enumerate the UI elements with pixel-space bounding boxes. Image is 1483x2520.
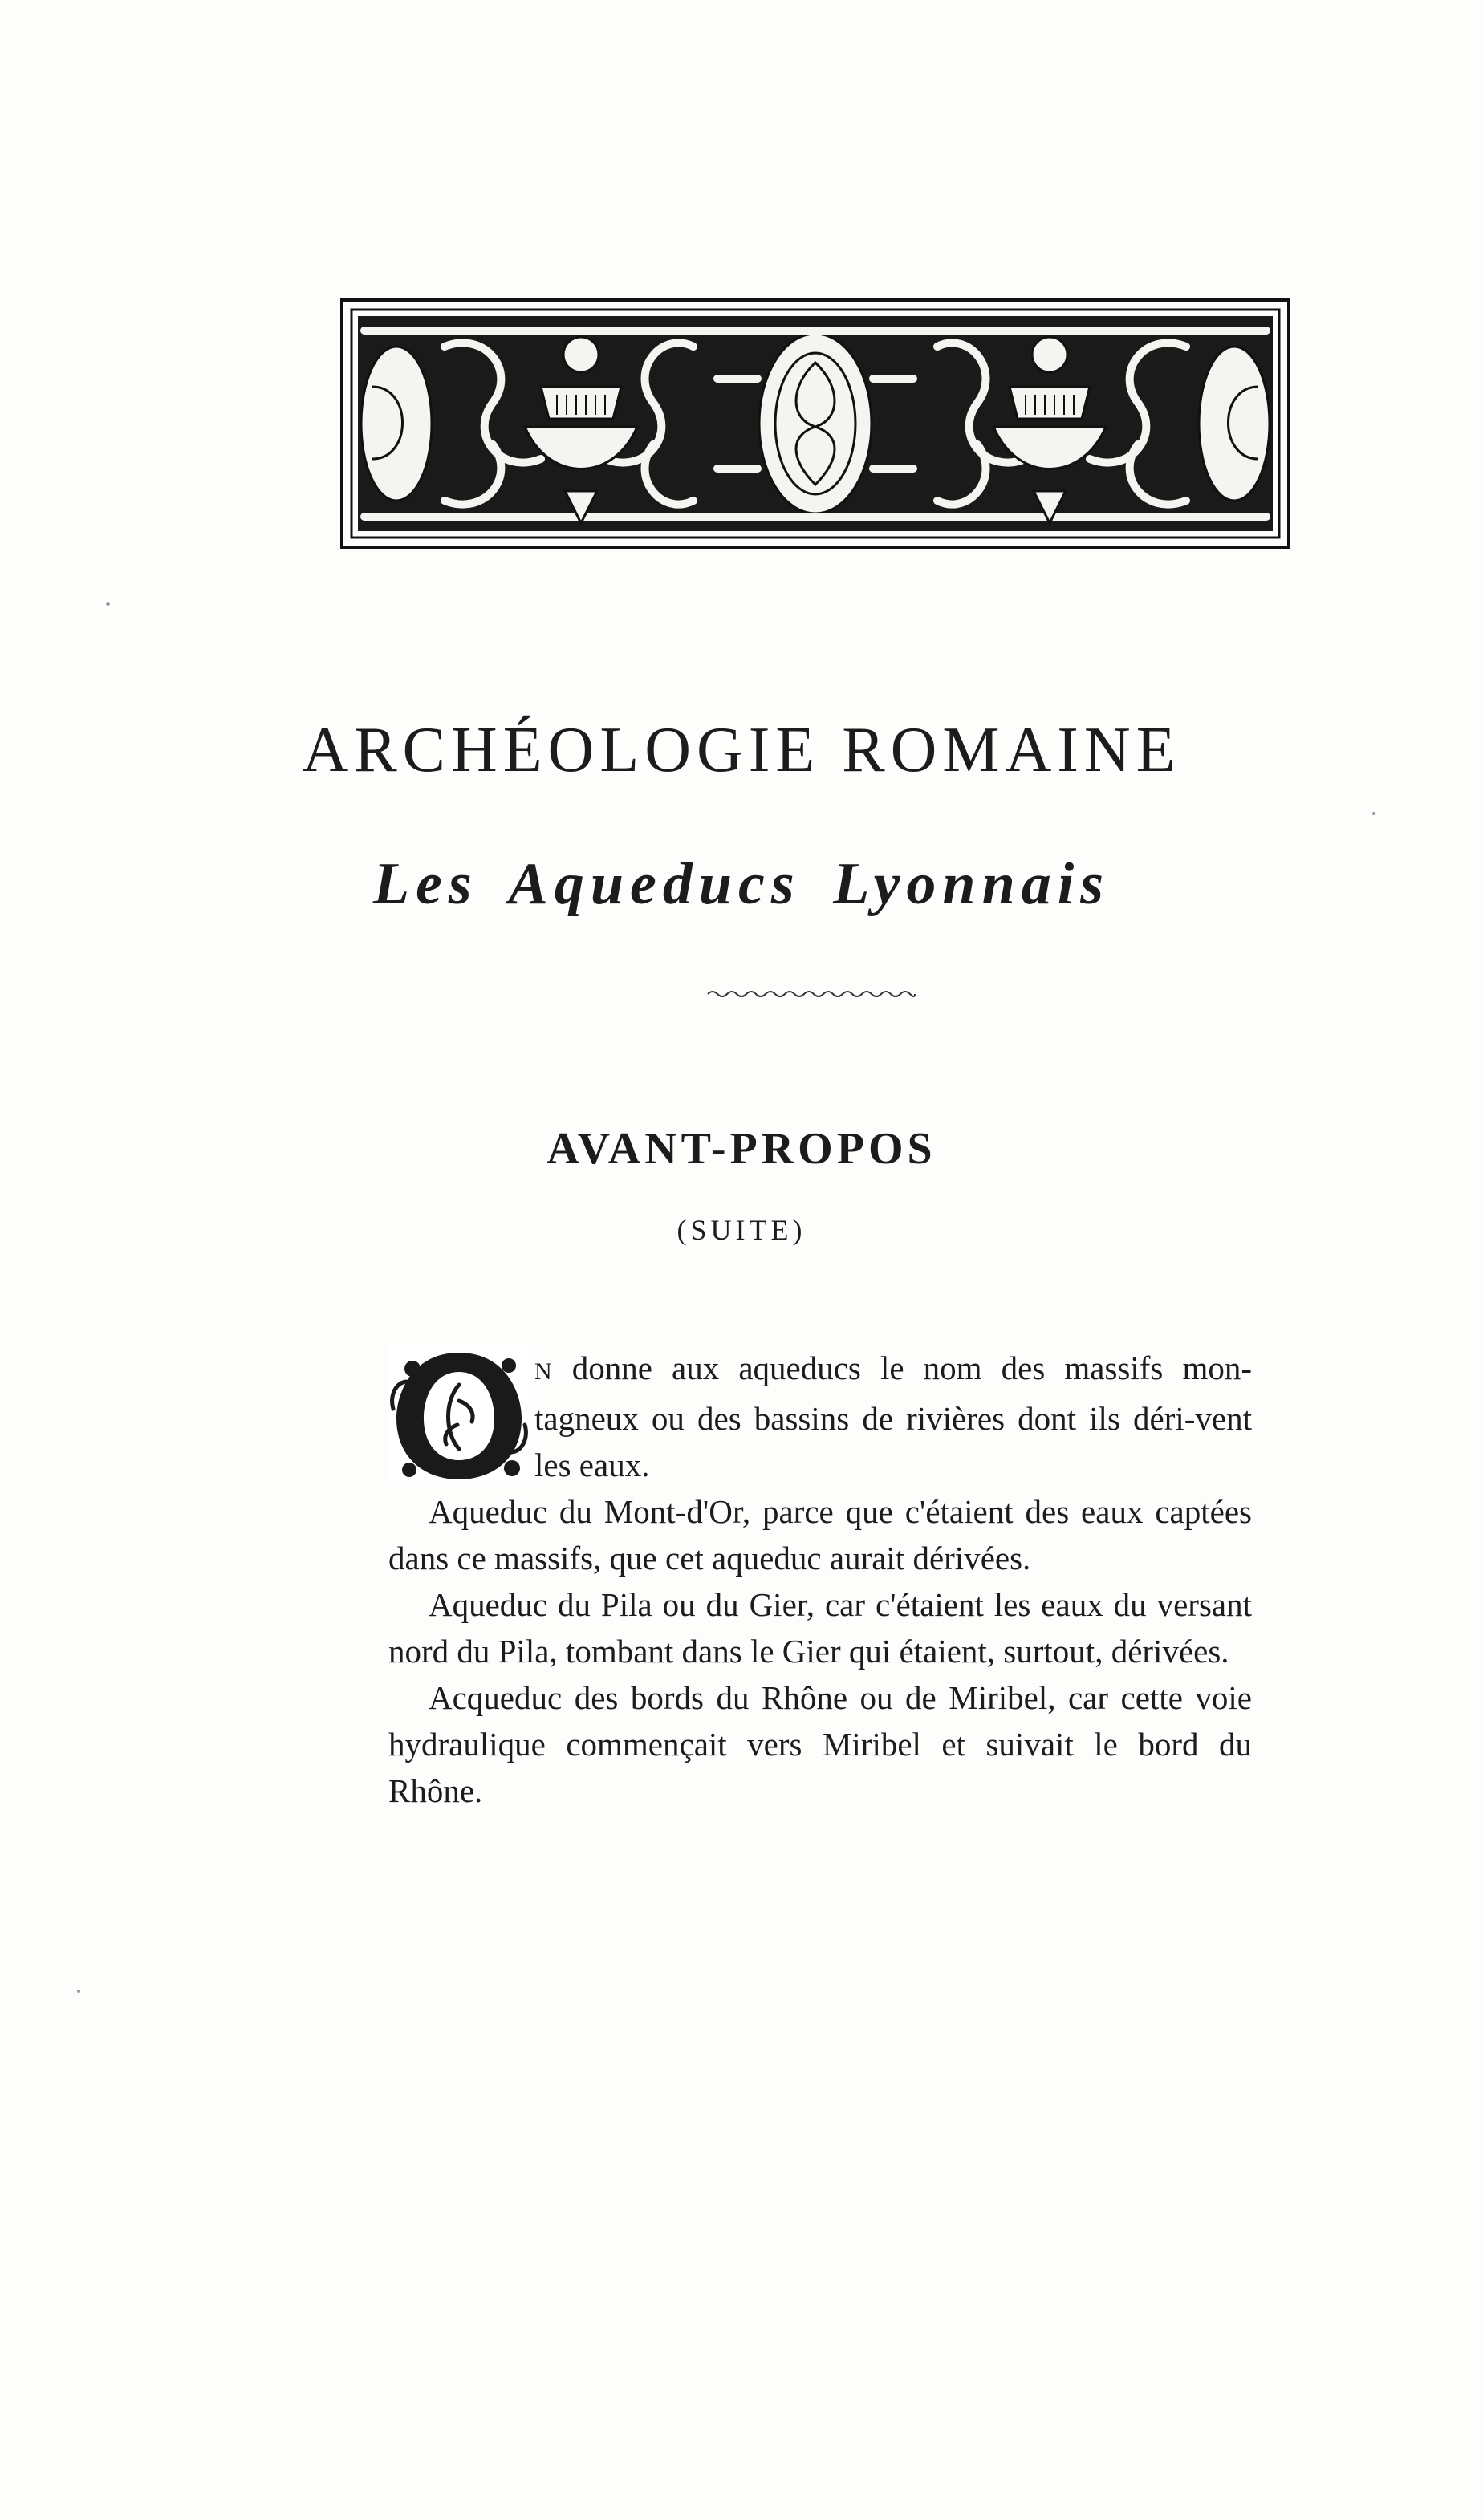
- paragraph: Acqueduc des bords du Rhône ou de Miribel, car cette voie hydraulique commençait vers Miribel et suivait le bord du Rhône.: [388, 1679, 1252, 1809]
- page-subtitle: Les Aqueducs Lyonnais: [372, 851, 1111, 917]
- body-text: [388, 1345, 1252, 1814]
- first-letter-smallcap: N: [534, 1358, 553, 1385]
- paper-speck: [106, 602, 110, 606]
- paragraph-first-text: donne aux aqueducs le nom des massifs mon-tagneux ou des bassins de rivières dont ils déri-vent les eaux.: [534, 1349, 1253, 1483]
- paragraph: Aqueduc du Mont-d'Or, parce que c'étaient des eaux captées dans ce massifs, que cet aqueduc aurait dérivées.: [388, 1493, 1252, 1577]
- paragraph: Aqueduc du Pila ou du Gier, car c'étaient les eaux du versant nord du Pila, tombant dans le Gier qui étaient, surtout, dérivées.: [388, 1586, 1252, 1670]
- section-subheading: (SUITE): [676, 1214, 807, 1246]
- ornamental-headpiece-icon: [340, 298, 1290, 549]
- page-title: ARCHÉOLOGIE ROMAINE: [302, 715, 1181, 785]
- wavy-divider-icon: [706, 988, 916, 1000]
- paragraph-first: [388, 1345, 1252, 1488]
- floral-initial-o-icon: [388, 1345, 530, 1486]
- paper-speck: [77, 1990, 80, 1993]
- section-heading: AVANT-PROPOS: [546, 1124, 937, 1174]
- paper-speck: [1372, 812, 1375, 815]
